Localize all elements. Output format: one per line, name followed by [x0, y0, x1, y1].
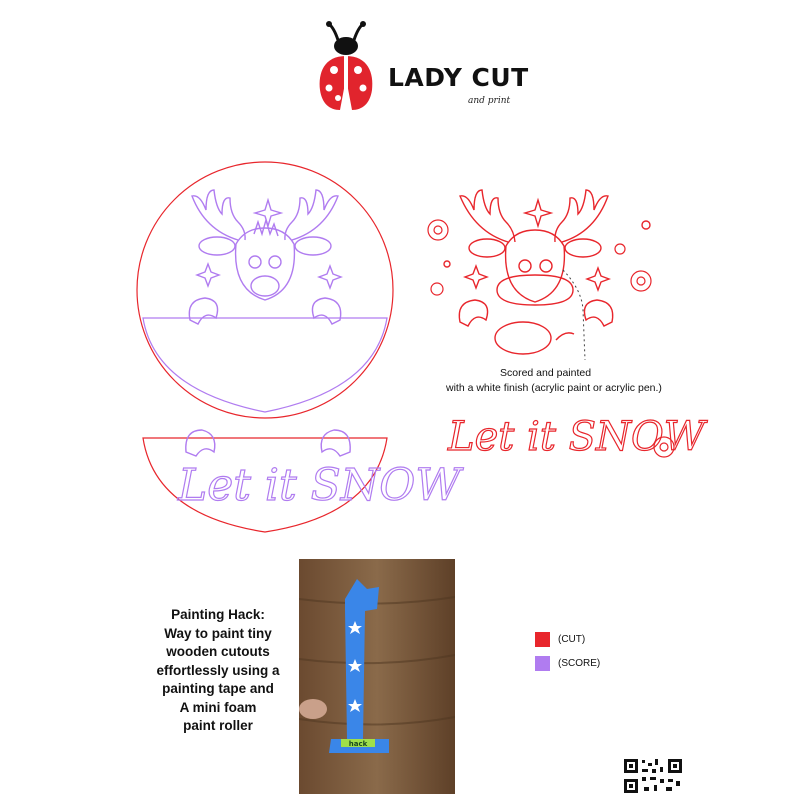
- brand-tagline: and print: [468, 96, 511, 106]
- legend-score-label: (SCORE): [558, 658, 601, 669]
- hack-line: Painting Hack:: [171, 607, 265, 622]
- painting-hack-text: [140, 606, 296, 736]
- score-pointer-line: [563, 270, 585, 360]
- reindeer-right: [444, 190, 650, 354]
- let-it-snow-right: Let it SNOW: [448, 414, 705, 460]
- hack-line: A mini foam: [179, 699, 257, 715]
- let-it-snow-left: Let it SNOW: [178, 460, 461, 511]
- hack-line: painting tape and: [162, 681, 274, 696]
- round-sign-cut: [137, 162, 393, 418]
- cut-swatch: [535, 632, 550, 647]
- score-note-line2: with a white finish (acrylic paint or acrylic pen.): [446, 382, 662, 394]
- reindeer-left: [189, 190, 341, 324]
- hack-line: Way to paint tiny: [164, 625, 272, 641]
- brand-name: LADY CUT: [388, 63, 529, 92]
- score-swatch: [535, 656, 550, 671]
- legend-score: [535, 656, 600, 671]
- legend-cut: [535, 632, 585, 647]
- plaque-paws: [186, 430, 350, 456]
- score-note-line1: Scored and painted: [500, 367, 592, 379]
- hack-line: effortlessly using a: [156, 662, 280, 678]
- legend-cut-label: (CUT): [558, 634, 586, 645]
- hack-line: paint roller: [183, 718, 253, 733]
- hack-line: wooden cutouts: [166, 644, 270, 659]
- round-sign-score: [143, 318, 387, 412]
- painting-tape-photo: [299, 559, 455, 794]
- qr-code-icon: [622, 757, 684, 794]
- tape-label: hack: [348, 740, 368, 748]
